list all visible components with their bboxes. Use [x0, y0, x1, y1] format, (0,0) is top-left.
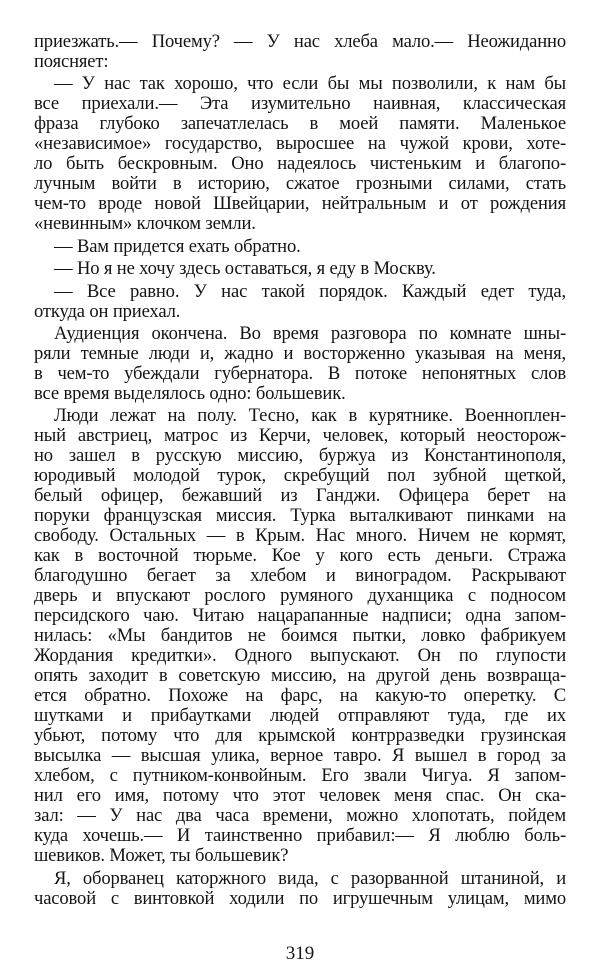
- text-line: ный австриец, матрос из Керчи, человек, который неосторож-: [34, 425, 566, 447]
- text-line: шевиков. Может, ты большевик?: [34, 845, 289, 867]
- text-line: — Вам придется ехать обратно.: [54, 235, 301, 257]
- text-line: поясняет:: [34, 51, 109, 72]
- text-line: лучным войти в историю, сжатое грозными силами, стать: [34, 173, 566, 195]
- text-line: дверь и впускают рослого румяного духанщика с подносом: [34, 585, 566, 607]
- text-line: ряли темные люди и, жадно и восторженно указывая на меня,: [34, 342, 566, 364]
- text-line: часовой с винтовкой ходили по игрушечным улицам, мимо: [34, 887, 566, 909]
- text-line: свободу. Остальных — в Крым. Нас много. Ничем не кормят,: [34, 525, 566, 547]
- text-line: но зашел в русскую миссию, буржуа из Константинополя,: [34, 445, 566, 467]
- text-line: фраза глубоко запечатлелась в моей памяти. Маленькое: [34, 113, 566, 135]
- text-line: все приехали.— Эта изумительно наивная, классическая: [34, 93, 566, 115]
- text-line: персидского чаю. Читаю нацарапанные надписи; одна запом-: [34, 605, 566, 627]
- text-line: приезжать.— Почему? — У нас хлеба мало.— Неожиданно: [34, 31, 566, 52]
- text-line: высылка — высшая улика, верное тавро. Я вышел в город за: [34, 745, 566, 767]
- text-line: Я, оборванец каторжного вида, с разорванной штаниной, и: [54, 867, 566, 889]
- text-line: зал: — У нас два часа времени, можно хлопотать, пойдем: [34, 805, 566, 827]
- text-line: юродивый молодой турок, скребущий пол зубной щеткой,: [34, 465, 566, 487]
- text-line: — Но я не хочу здесь оставаться, я еду в Москву.: [54, 258, 436, 280]
- page-body-text: [34, 32, 566, 909]
- text-line: нилась: «Мы бандитов не боимся пытки, ловко фабрикуем: [34, 625, 566, 647]
- text-line: чем-то вроде новой Швейцарии, нейтральным и от рождения: [34, 193, 566, 215]
- text-line: «невинным» клочком земли.: [34, 213, 256, 235]
- text-line: убьют, потому что для крымской контрразведки грузинская: [34, 725, 566, 747]
- text-line: опять заходит в советскую миссию, на другой день возвраща-: [34, 665, 566, 687]
- text-line: — Все равно. У нас такой порядок. Каждый едет туда,: [54, 280, 566, 302]
- text-line: поруки французская миссия. Турка выталкивают пинками на: [34, 505, 566, 527]
- text-line: ло быть бескровным. Оно надеялось чистеньким и благопо-: [34, 153, 566, 175]
- text-line: как в восточной тюрьме. Кое у кого есть деньги. Стража: [34, 545, 566, 567]
- text-line: «независимое» государство, выросшее на чужой крови, хоте-: [34, 133, 566, 155]
- text-line: нил его имя, потому что этот человек меня спас. Он ска-: [34, 785, 566, 807]
- text-line: Аудиенция окончена. Во время разговора по комнате шны-: [54, 322, 566, 344]
- text-line: белый офицер, бежавший из Ганджи. Офицера берет на: [34, 485, 566, 507]
- page-number: 319: [285, 943, 315, 964]
- text-line: благодушно бегает за хлебом и виноградом. Раскрывают: [34, 565, 566, 587]
- text-line: хлебом, с путником-конвойным. Его звали Чигуа. Я запом-: [34, 765, 566, 787]
- text-line: все время выделялось одно: большевик.: [34, 382, 346, 404]
- text-line: ется обратно. Похоже на фарс, на какую-то оперетку. С: [34, 685, 566, 707]
- text-line: шутками и прибаутками людей отправляют туда, где их: [34, 705, 566, 727]
- text-line: откуда он приехал.: [34, 300, 181, 322]
- text-line: куда хочешь.— И таинственно прибавил:— Я люблю боль-: [34, 825, 566, 847]
- text-line: Люди лежат на полу. Тесно, как в курятнике. Военноплен-: [54, 405, 566, 427]
- text-line: Жордания кредитки». Одного выпускают. Он по глупости: [34, 645, 566, 667]
- text-line: в чем-то убеждали губернатора. В потоке непонятных слов: [34, 362, 566, 384]
- text-line: — У нас так хорошо, что если бы мы позволили, к нам бы: [54, 73, 566, 95]
